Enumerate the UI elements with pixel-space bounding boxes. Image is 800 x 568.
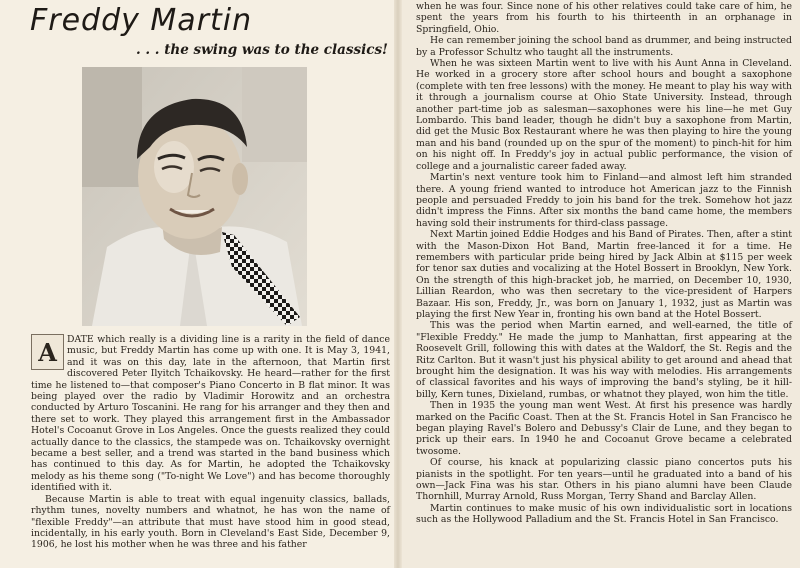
drop-cap-letter: A xyxy=(38,337,57,367)
body-paragraph: Because Martin is able to treat with equal ingenuity classics, ballads, rhythm tunes, novelty numbers and whatnot, he has won the name of "flexible Freddy"—an attribute that must have stood him in good stead, incidentally, in his early youth. Born in Cleveland's East Side, December 9, 1906, he lost his mother when he was three and his father xyxy=(31,493,390,551)
body-paragraph: Of course, his knack at popularizing classic piano concertos puts his pianists in the spotlight. For ten years—until he graduated into a band of his own—Jack Fina was his star. Others in his piano alumni have been Claude Thornhill, Murray Arnold, Russ Morgan, Terry Shand and Barclay Allen. xyxy=(416,457,792,503)
portrait-illustration xyxy=(82,67,307,326)
article-subtitle: . . . the swing was to the classics! xyxy=(136,42,388,58)
left-page xyxy=(0,0,398,568)
body-paragraph: Martin's next venture took him to Finland—and almost left him stranded there. A young friend wanted to introduce hot American jazz to the Finnish people and persuaded Freddy to join his band for the trek. Somehow hot jazz didn't impress the Finns. After six months the band came home, the members having sold their instruments for third-class passage. xyxy=(416,172,792,229)
body-paragraph: Then in 1935 the young man went West. At first his presence was hardly marked on the Pacific Coast. Then at the St. Francis Hotel in San Francisco he began playing Ravel's Bolero and Debussy's Clair de Lune, and they began to prick up their ears. In 1940 he and Cocoanut Grove became a celebrated twosome. xyxy=(416,400,792,457)
body-paragraph: Next Martin joined Eddie Hodges and his Band of Pirates. Then, after a stint with the Mason-Dixon Hot Band, Martin free-lanced it for a time. He remembers with particular pride being hired by Jack Albin at $115 per week for tenor sax duties and vocalizing at the Hotel Bossert in Brooklyn, New York. On the strength of this high-bracket job, he married, on December 10, 1930, Lillian Reardon, who was then secretary to the vice-president of Harpers Bazaar. His son, Freddy, Jr., was born on January 1, 1932, just as Martin was playing the first New Year in, fronting his own band at the Hotel Bossert. xyxy=(416,229,792,320)
right-page xyxy=(398,0,800,568)
body-paragraph: Martin continues to make music of his own individualistic sort in locations such as the Hollywood Palladium and the St. Francis Hotel in San Francisco. xyxy=(416,502,792,526)
page-gutter xyxy=(394,0,402,568)
body-paragraph: He can remember joining the school band as drummer, and being instructed by a Professor Schultz who taught all the instruments. xyxy=(416,35,792,58)
body-paragraph: when he was four. Since none of his other relatives could take care of him, he spent the years from his fourth to his thirteenth in an orphanage in Springfield, Ohio. xyxy=(416,1,792,35)
portrait-photo xyxy=(82,67,307,326)
body-paragraph: DATE which really is a dividing line is a rarity in the field of dance music, but Freddy Martin has come up with one. It is May 3, 1941, and it was on this day, late in the afternoon, that Martin first discovered Peter Ilyitch Tchaikovsky. He heard—rather for the first time he listened to—that composer's Piano Concerto in B flat minor. It was being played over the radio by Vladimir Horowitz and an orchestra conducted by Arturo Toscanini. He rang for his arranger and they then and there set to work. They played this arrangement first in the Ambassador Hotel's Cocoanut Grove in Los Angeles. Once the guests realized they could actually dance to the classics, the stampede was on. Tchaikovsky overnight became a best seller, and a trend was started in the band business which has continued to this day. As for Martin, he adopted the Tchaikovsky melody as his theme song ("To-night We Love") and has become thoroughly identified with it. xyxy=(31,334,390,494)
left-column-text xyxy=(31,334,390,551)
article-title: Freddy Martin xyxy=(30,3,253,38)
body-paragraph: When he was sixteen Martin went to live with his Aunt Anna in Cleveland. He worked in a grocery store after school hours and bought a saxophone (complete with ten free lessons) with the money. He meant to play his way with it through a journalism course at Ohio State University. Instead, through another part-time job as salesman—saxophones were his line—he met Guy Lombardo. This band leader, though he didn't buy a saxophone from Martin, did get the Music Box Restaurant where he was then playing to hire the young man and his band (rounded up on the spur of the moment) to pinch-hit for him on his night off. In Freddy's joy in actual public performance, the vision of college and a journalistic career faded away. xyxy=(416,58,792,172)
right-column-text xyxy=(416,1,792,526)
body-paragraph: This was the period when Martin earned, and well-earned, the title of "Flexible Freddy." He made the jump to Manhattan, first appearing at the Roosevelt Grill, following this with dates at the Waldorf, the St. Regis and the Ritz Carlton. But it wasn't just his physical ability to get around and ahead that brought him the designation. It was his way with melodies. His arrangements of classical favorites and his ways of improving the band's styling, be it hill-billy, Kern tunes, Dixieland, rumbas, or whatnot they played, won him the title. xyxy=(416,320,792,400)
